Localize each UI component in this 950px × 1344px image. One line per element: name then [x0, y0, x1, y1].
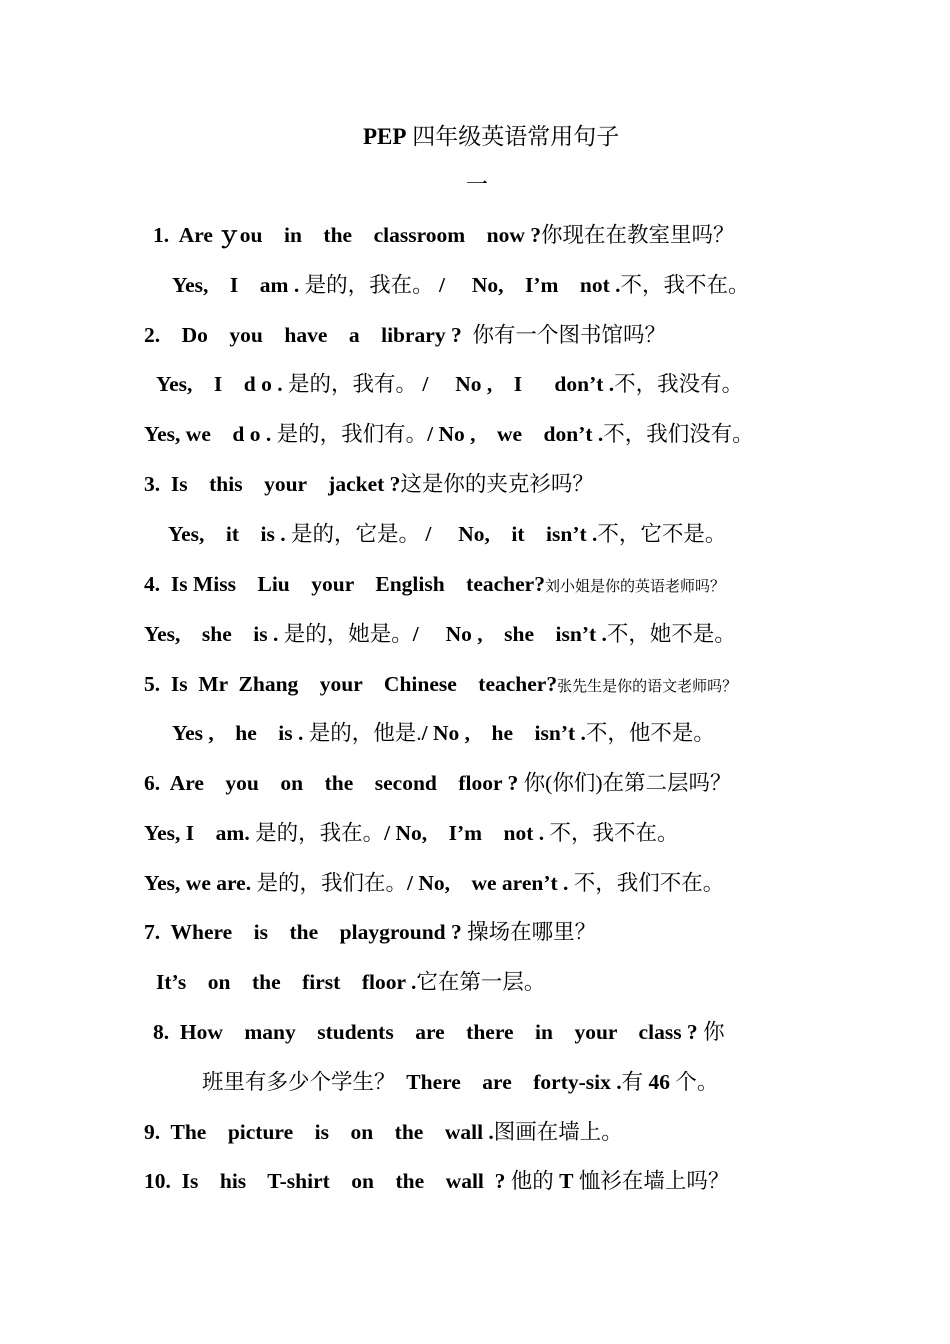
english-text: / No , he isn’t .	[421, 721, 586, 745]
english-text: 9. The picture is on the wall .	[144, 1120, 494, 1144]
chinese-text: 有	[621, 1070, 649, 1094]
sentence-line	[144, 670, 737, 701]
english-text: Yes, we d o .	[144, 422, 272, 446]
english-text: Yes, I am.	[144, 821, 250, 845]
english-text: 6. Are you on the second floor ?	[144, 771, 519, 795]
sentence-line	[153, 1018, 725, 1046]
sentence-line	[144, 620, 736, 648]
chinese-text: 张先生是你的语文老师吗？	[557, 679, 738, 695]
english-text: There are forty-six .	[406, 1070, 622, 1094]
sentence-line	[144, 769, 731, 797]
chinese-text: 你(你们)在第二层吗？	[518, 771, 732, 795]
title-bold: PEP	[363, 124, 407, 149]
sentence-line	[144, 420, 754, 448]
chinese-text: 恤衫在墙上吗？	[573, 1169, 730, 1193]
english-text: / No , I don’t .	[422, 372, 615, 396]
sentence-line	[156, 370, 743, 398]
english-text: 1. Are ｙou in the classroom now ?	[153, 223, 542, 247]
chinese-text: 不，她不是。	[606, 622, 736, 646]
sentence-line	[144, 470, 594, 498]
chinese-text: 不，我们没有。	[603, 422, 754, 446]
chinese-text: 是的，它是。	[285, 522, 426, 546]
section-marker: 一	[466, 172, 489, 197]
chinese-text: 你	[697, 1020, 725, 1044]
english-text: Yes, I am .	[172, 273, 300, 297]
sentence-line	[144, 819, 679, 847]
chinese-text: 图画在墙上。	[493, 1120, 623, 1144]
chinese-text: 他的	[505, 1169, 560, 1193]
sentence-line	[168, 520, 726, 548]
sentence-line	[144, 1167, 729, 1195]
chinese-text: 操场在哪里？	[461, 920, 597, 944]
sentence-line	[144, 869, 724, 897]
page-title	[363, 118, 619, 151]
sentence-line	[144, 1118, 623, 1146]
title-rest: 四年级英语常用句子	[406, 124, 620, 149]
chinese-text: 是的，我有。	[282, 372, 423, 396]
chinese-text: 是的，我们有。	[271, 422, 428, 446]
chinese-text: 班里有多少个学生？	[202, 1070, 407, 1094]
chinese-text: 不，他不是。	[585, 721, 715, 745]
chinese-text: 是的，我在。	[249, 821, 385, 845]
chinese-text: 不，它不是。	[597, 522, 727, 546]
english-text: Yes, I d o .	[156, 372, 283, 396]
english-text: / No , she isn’t .	[412, 622, 607, 646]
chinese-text: 不，我没有。	[614, 372, 744, 396]
chinese-text: 刘小姐是你的英语老师吗？	[544, 579, 725, 595]
english-text: 3. Is this your jacket ?	[144, 472, 401, 496]
english-text: 4. Is Miss Liu your English teacher?	[144, 572, 545, 596]
english-text: It’s on the first floor .	[156, 970, 417, 994]
chinese-text: 不，我不在。	[544, 821, 679, 845]
english-text: 5. Is Mr Zhang your Chinese teacher?	[144, 672, 558, 696]
english-text: / No, I’m not .	[438, 273, 621, 297]
english-text: Yes , he is .	[172, 721, 304, 745]
chinese-text: 是的，他是.	[303, 721, 422, 745]
english-text: 8. How many students are there in your class ?	[153, 1020, 698, 1044]
chinese-text: 它在第一层。	[416, 970, 546, 994]
sentence-line	[172, 271, 750, 299]
english-text: / No, it isn’t .	[425, 522, 598, 546]
sentence-line	[153, 221, 735, 249]
sentence-line	[144, 918, 596, 946]
chinese-text: 是的，我们在。	[251, 871, 407, 895]
sentence-line	[202, 1068, 718, 1096]
chinese-text: 个。	[670, 1070, 719, 1094]
sentence-line	[144, 570, 725, 601]
sentence-line	[156, 968, 545, 996]
chinese-text: 你现在在教室里吗？	[541, 223, 735, 247]
english-text: Yes, she is .	[144, 622, 279, 646]
english-text: 2. Do you have a library ?	[144, 323, 462, 347]
chinese-text: 是的，我在。	[299, 273, 439, 297]
chinese-text: 不，我不在。	[620, 273, 750, 297]
chinese-text: 这是你的夹克衫吗？	[400, 472, 594, 496]
chinese-text: 你有一个图书馆吗？	[461, 323, 666, 347]
sentence-line	[144, 321, 666, 349]
chinese-text: 不，我们不在。	[568, 871, 725, 895]
english-text: Yes, we are.	[144, 871, 252, 895]
english-text: T	[559, 1169, 574, 1193]
english-text: / No, we aren’t .	[406, 871, 569, 895]
english-text: / No, I’m not .	[384, 821, 545, 845]
english-text: / No , we don’t .	[427, 422, 604, 446]
english-text: 46	[648, 1070, 671, 1094]
english-text: 7. Where is the playground ?	[144, 920, 462, 944]
chinese-text: 是的，她是。	[278, 622, 413, 646]
sentence-line	[172, 719, 715, 747]
english-text: 10. Is his T-shirt on the wall ?	[144, 1169, 506, 1193]
english-text: Yes, it is .	[168, 522, 286, 546]
